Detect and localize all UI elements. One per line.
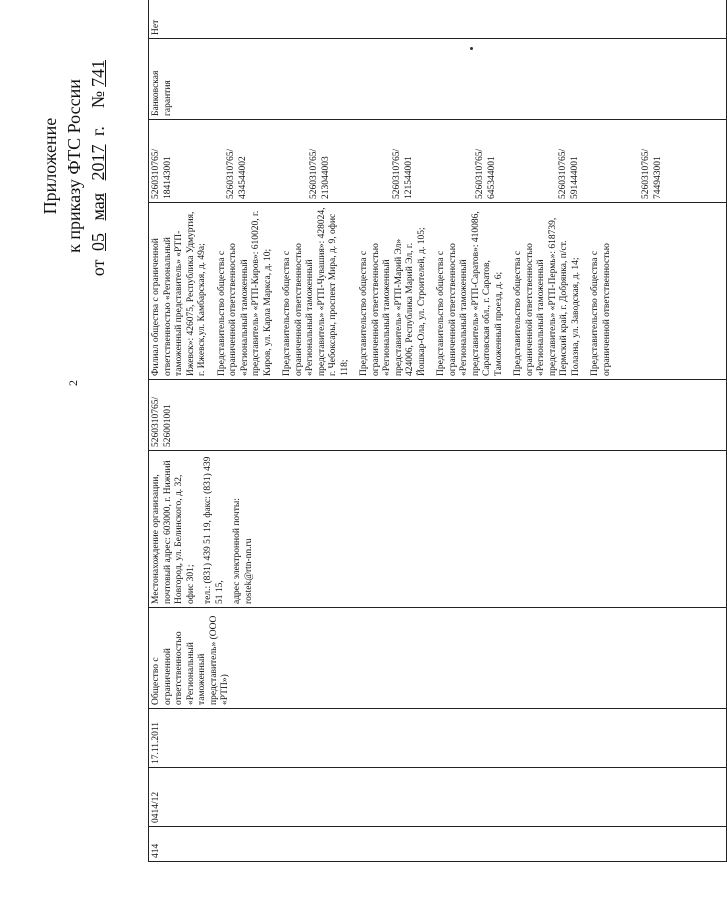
branch-entry: Представительство общества с ограниченной ответственностью «Региональный таможенный представитель» «РТП-Саратов»: 410086, Саратовская обл., г. Саратов, Таможенный проезд, д. 6; — [436, 211, 504, 376]
branch-kpp: 5260310765/ 591444001 — [558, 148, 580, 199]
inn-kpp: 5260310765/ 526001001 — [149, 380, 727, 451]
row-number: 414 — [149, 827, 727, 862]
address-line: тел.: (831) 439 51 19, факс: (831) 439 51 15, — [203, 456, 225, 604]
date-month: мая — [88, 192, 108, 221]
branch-kpp: 5260310765/ 744943001 — [641, 148, 663, 199]
order-number: 741 — [88, 59, 108, 87]
branch-kpp: 5260310765/ 645344001 — [475, 148, 497, 199]
date-year: 2017 — [88, 144, 108, 181]
branches-cell — [149, 203, 727, 380]
appendix-order: к приказу ФТС России — [64, 79, 84, 253]
branch-kpp-cell — [149, 120, 727, 203]
organization-address — [149, 451, 727, 608]
branch-entry: Представительство общества с ограниченной ответственностью «Региональный таможенный представитель» «РТП-Чувашия»: 428024, г. Чебоксары, проспект Мира, д. 9, офис 118; — [282, 207, 350, 376]
appendix-header — [38, 36, 110, 296]
address-line: адрес электронной почты: rostek@rtn-nn.ru — [232, 498, 254, 604]
date-suffix: г. — [88, 126, 108, 136]
branch-entry: Представительство общества с ограниченной ответственностью «Региональный таможенный представитель» «РТП-Марий Эл» 424006, Республика Марий Эл, г. Йошкар-Ола, ул. Строителей, д. 105; — [359, 227, 427, 376]
organization-name: Общество с ограниченной ответственностью «Региональный таможенный представитель» (ООО «РТП») — [149, 608, 727, 709]
date-day: 05 — [88, 232, 108, 251]
branch-kpp: 5260310765/ 213044003 — [309, 148, 331, 199]
address-line: Местонахождение организации, почтовый адрес: 603000, г. Нижний Новгород, ул. Белинского, д. 32, офис 301; — [151, 460, 196, 604]
appendix-title: Приложение — [40, 117, 60, 215]
number-prefix: № — [88, 90, 108, 109]
rotated-page — [40, 2, 663, 862]
branch-kpp: 5260310765/ 121544001 — [392, 148, 414, 199]
flag-cell: Нет — [149, 0, 727, 39]
table-row — [149, 0, 727, 862]
branch-kpp: 5260310765/ 184143001 — [151, 148, 173, 199]
branch-entry: Представительство общества с ограниченной ответственностью — [590, 243, 612, 376]
scan-speck — [470, 47, 473, 50]
date-prefix: от — [88, 259, 108, 277]
page-number: 2 — [66, 380, 80, 386]
security-type: Банковская гарантия — [149, 39, 727, 120]
branch-entry: Представительство общества с ограниченной ответственностью «Региональный таможенный представитель» «РТП-Пермь»: 618739, Пермский край, г. Добрянка, п/ст. Полазна, ул. Заводская, д. 14; — [513, 217, 581, 376]
branch-kpp: 5260310765/ 434544002 — [226, 148, 248, 199]
branch-entry: Представительство общества с ограниченной ответственностью «Региональный таможенный представитель» «РТП-Киров»: 610020, г. Киров, ул. Карла Маркса, д. 10; — [216, 210, 273, 376]
appendix-date-line — [86, 36, 110, 296]
registration-number: 0414/12 — [149, 768, 727, 827]
registry-table — [148, 0, 727, 862]
branch-entry: Филиал общества с ограниченной ответственностью «Региональный таможенный представитель» «РТП-Ижевск»: 426075, Республика Удмуртия, г. Ижевск,ул. Камбарская, д. 49а; — [151, 211, 207, 376]
registration-date: 17.11.2011 — [149, 709, 727, 768]
